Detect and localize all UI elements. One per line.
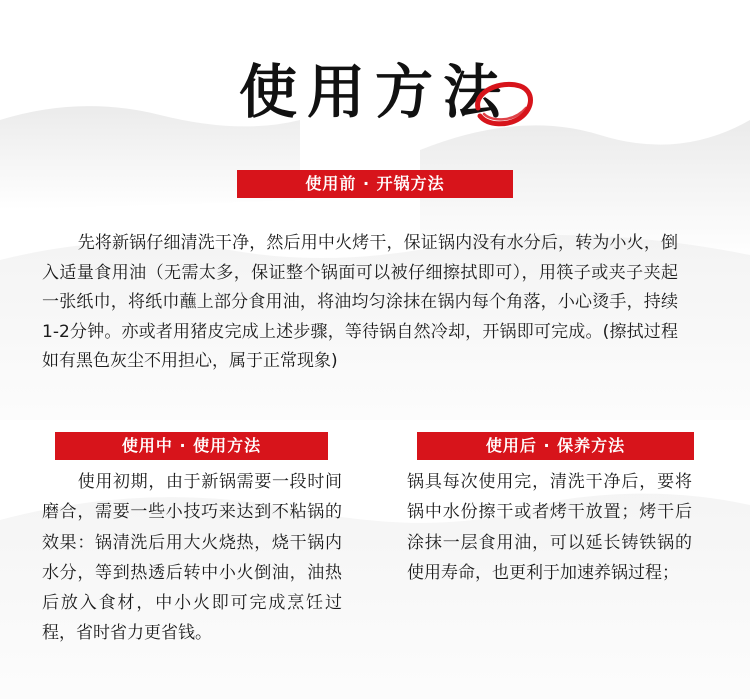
section-before-body: 先将新锅仔细清洗干净，然后用中火烤干，保证锅内没有水分后，转为小火，倒入适量食用油（无需太多，保证整个锅面可以被仔细擦拭即可），用筷子或夹子夹起一张纸巾，将纸巾蘸上部分食用油，将油均匀涂抹在锅内每个角落，小心烫手，持续1-2分钟。亦或者用猪皮完成上述步骤，等待锅自然冷却，开锅即可完成。(擦拭过程如有黑色灰尘不用担心，属于正常现象)	[42, 233, 678, 371]
section-after-heading: 使用后 · 保养方法	[417, 432, 694, 460]
red-brush-circle-icon	[470, 78, 536, 130]
section-during-heading: 使用中 · 使用方法	[55, 432, 328, 460]
section-after-body: 锅具每次使用完，清洗干净后，要将锅中水份擦干或者烤干放置；烤干后涂抹一层食用油，可以延长铸铁锅的使用寿命，也更利于加速养锅过程；	[407, 472, 692, 583]
section-during-body: 使用初期，由于新锅需要一段时间磨合，需要一些小技巧来达到不粘锅的效果：锅清洗后用大火烧热，烧干锅内水分，等到热透后转中小火倒油，油热后放入食材，中小火即可完成烹饪过程，省时省力更省钱。	[42, 472, 342, 644]
page-title: 使用方法	[238, 58, 511, 126]
section-before-heading: 使用前 · 开锅方法	[237, 170, 513, 198]
